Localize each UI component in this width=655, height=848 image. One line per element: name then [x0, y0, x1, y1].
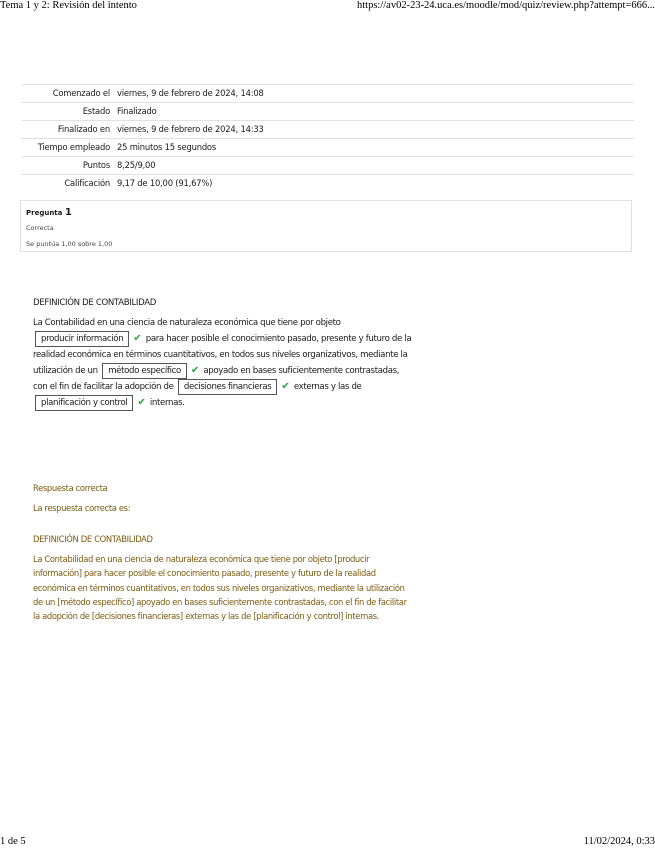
- answer-box-3: decisiones financieras: [178, 379, 277, 395]
- feedback-subtitle: La respuesta correcta es:: [33, 503, 131, 513]
- print-header: [0, 0, 655, 14]
- answer-box-1: producir información: [35, 331, 129, 347]
- summary-value: Finalizado: [117, 103, 634, 121]
- summary-row: [21, 139, 634, 157]
- print-page-title: Tema 1 y 2: Revisión del intento: [0, 0, 137, 11]
- question-text-part: para hacer posible el conocimiento pasado, presente y futuro de la realidad económica en términos cuantitativos, en todos sus niveles organizativos, mediante la utilización de un: [33, 334, 412, 376]
- summary-row: [21, 175, 634, 193]
- correct-check-icon: ✔: [133, 333, 142, 344]
- answer-box-4: planificación y control: [35, 395, 133, 411]
- summary-label: Calificación: [21, 175, 117, 193]
- question-text-part: La Contabilidad en una ciencia de naturaleza económica que tiene por objeto: [33, 318, 341, 328]
- summary-label: Estado: [21, 103, 117, 121]
- summary-label: Tiempo empleado: [21, 139, 117, 157]
- question-state: Correcta: [26, 224, 54, 232]
- page-counter: 1 de 5: [0, 836, 26, 847]
- summary-value: viernes, 9 de febrero de 2024, 14:08: [117, 85, 634, 103]
- summary-value: 9,17 de 10,00 (91,67%): [117, 175, 634, 193]
- question-text-part: internas.: [149, 398, 185, 408]
- summary-label: Comenzado el: [21, 85, 117, 103]
- question-number: [26, 206, 626, 220]
- summary-value: 25 minutos 15 segundos: [117, 139, 634, 157]
- answer-box-2: método específico: [102, 363, 187, 379]
- summary-label: Puntos: [21, 157, 117, 175]
- attempt-summary-table: [21, 84, 634, 192]
- correct-check-icon: ✔: [137, 397, 146, 408]
- feedback-heading: DEFINICIÓN DE CONTABILIDAD: [33, 534, 153, 544]
- question-info-box: [20, 200, 632, 252]
- summary-row: [21, 85, 634, 103]
- feedback-title: Respuesta correcta: [33, 483, 108, 493]
- summary-label: Finalizado en: [21, 121, 117, 139]
- question-heading: DEFINICIÓN DE CONTABILIDAD: [33, 298, 156, 308]
- correct-check-icon: ✔: [281, 381, 290, 392]
- question-text: [33, 296, 413, 411]
- feedback-block: [33, 481, 413, 623]
- print-page-url: https://av02-23-24.uca.es/moodle/mod/quiz/review.php?attempt=666...: [356, 0, 655, 11]
- question-label: Pregunta: [26, 209, 63, 217]
- print-datetime: 11/02/2024, 0:33: [583, 836, 655, 847]
- summary-row: [21, 157, 634, 175]
- summary-value: 8,25/9,00: [117, 157, 634, 175]
- summary-row: [21, 121, 634, 139]
- print-footer: [0, 836, 655, 848]
- summary-value: viernes, 9 de febrero de 2024, 14:33: [117, 121, 634, 139]
- feedback-body: La Contabilidad en una ciencia de naturaleza económica que tiene por objeto [producir información] para hacer posible el conocimiento pasado, presente y futuro de la realidad económica en términos cuantitativos, en todos sus niveles organizativos, mediante la utilización de un [método específico] apoyado en bases suficientemente contrastadas, con el fin de facilitar la adopción de [decisiones financieras] externas y las de [planificación y control] internas.: [33, 554, 407, 622]
- question-text-part: externas y las de: [293, 382, 362, 392]
- question-text-part: apoyado en bases suficientemente contrastadas, con el fin de facilitar la adopción de: [33, 366, 400, 392]
- summary-row: [21, 103, 634, 121]
- correct-check-icon: ✔: [190, 365, 199, 376]
- question-grade: Se puntúa 1,00 sobre 1,00: [26, 240, 113, 248]
- question-number-value: 1: [64, 207, 72, 218]
